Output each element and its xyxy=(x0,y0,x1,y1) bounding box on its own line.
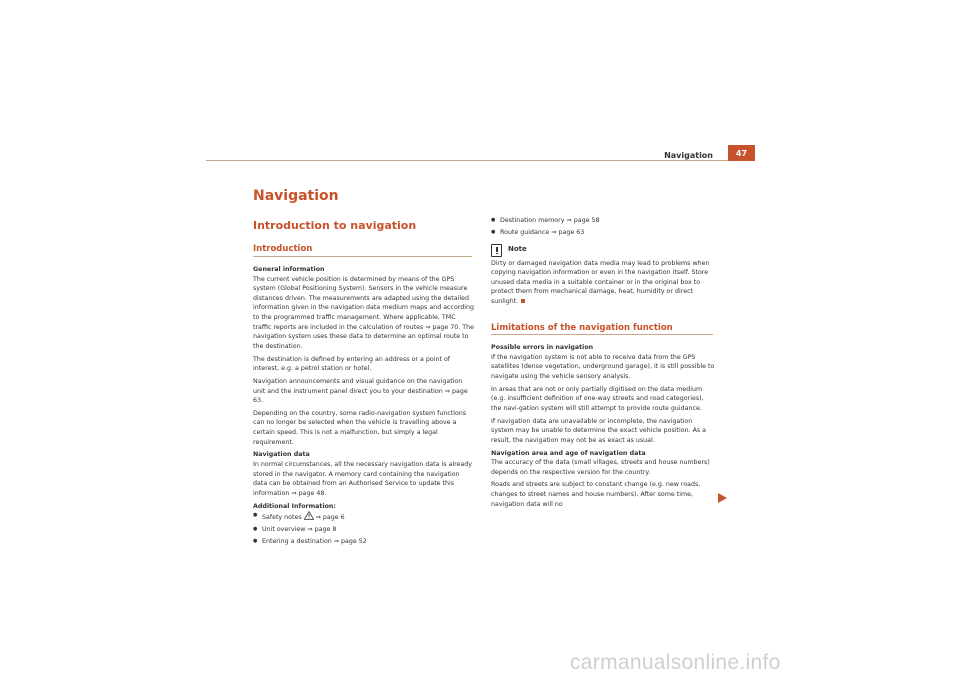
general-info-p4: Depending on the country, some radio-navigation system functions can no longer be selected when the vehicle is travelling above a certain speed. This is not a malfunction, but simply a legal requirement. xyxy=(253,409,467,446)
errors-p1: If the navigation system is not able to receive data from the GPS satellites (dense vegetation, underground garage), it is still possible to navigate using the vehicle sensory analysis. xyxy=(491,353,715,380)
limitations-heading-rule xyxy=(491,334,713,335)
nav-data-title: Navigation data xyxy=(253,451,310,459)
area-title: Navigation area and age of navigation data xyxy=(491,449,646,457)
right-column xyxy=(491,216,715,310)
page-title: Navigation xyxy=(253,188,339,204)
page-number: 47 xyxy=(728,145,755,161)
area-p1: The accuracy of the data (small villages, streets and house numbers) depends on the respective version for the country. xyxy=(491,459,710,476)
errors-p3: If navigation data are unavailable or incomplete, the navigation system may be unable to determine the exact vehicle position. As a result, the navigation may not be as exact as usual. xyxy=(491,417,707,444)
errors-p2: In areas that are not or only partially digitised on the data medium (e.g. insufficient definition of one-way streets and road categories), the navi-gation system will still attempt to provide route guidance. xyxy=(491,385,704,412)
section-end-marker xyxy=(521,299,525,303)
additional-item-entering-destination[interactable]: ● Entering a destination ⇒ page 52 xyxy=(253,537,475,547)
introduction-heading: Introduction xyxy=(253,244,313,254)
right-column-lower xyxy=(491,343,715,512)
section-title: Introduction to navigation xyxy=(253,219,417,232)
running-header-title: Navigation xyxy=(664,151,713,160)
note-header xyxy=(491,244,715,257)
general-info-p3: Navigation announcements and visual guidance on the navigation unit and the instrument panel direct you to your destination ⇒ page 63. xyxy=(253,377,468,405)
general-info-p2: The destination is defined by entering an address or a point of interest, e.g. a petrol station or hotel. xyxy=(253,355,451,373)
right-bullet-route-guidance[interactable]: ● Route guidance ⇒ page 63 xyxy=(491,228,715,238)
general-info-title: General information xyxy=(253,266,325,273)
limitations-heading: Limitations of the navigation function xyxy=(491,323,673,333)
note-icon xyxy=(491,244,502,257)
safety-notes-label: Safety notes xyxy=(262,514,302,522)
note-text: Dirty or damaged navigation data media may lead to problems when copying navigation information or even in the navigation itself. Store unused data media in a suitable container or in the original box to protect them from mechanical damage, heat, humidity or direct sunlight. xyxy=(491,259,710,305)
note-label: Note xyxy=(508,245,527,254)
additional-item-unit-overview[interactable]: ● Unit overview ⇒ page 8 xyxy=(253,525,475,535)
area-p2: Roads and streets are subject to constant change (e.g. new roads, changes to street names and house numbers). After some time, navigation data will no xyxy=(491,481,701,508)
left-column xyxy=(253,265,475,549)
note-text-block xyxy=(491,259,715,307)
introduction-heading-rule xyxy=(253,256,472,257)
additional-item-safety xyxy=(253,511,475,523)
continue-arrow-icon xyxy=(718,493,727,503)
general-info-p1: The current vehicle position is determined by means of the GPS system (Global Positioning System). Sensors in the vehicle measure distances driven. The measurements are adapted using the detailed information given in the navigation data medium maps and according to the programmed traffic management. Where applicable, TMC traffic reports are included in the calculation of routes ⇒ page 70. The navigation system uses these data to determine an optimal route to the destination. xyxy=(253,275,475,350)
errors-title: Possible errors in navigation xyxy=(491,344,594,351)
header-rule xyxy=(206,160,755,161)
warning-triangle-icon xyxy=(304,511,314,520)
right-bullet-destination-memory[interactable]: ● Destination memory ⇒ page 58 xyxy=(491,216,715,226)
nav-data-p1: In normal circumstances, all the necessary navigation data is already stored in the navigator. A memory card containing the navigation data can be obtained from an Authorised Service to update this information ⇒ page 48. xyxy=(253,461,472,497)
watermark: carmanualsonline.info xyxy=(570,651,781,674)
additional-info-title: Additional Information: xyxy=(253,502,336,510)
safety-notes-link[interactable]: ⇒ page 6 xyxy=(315,514,345,522)
